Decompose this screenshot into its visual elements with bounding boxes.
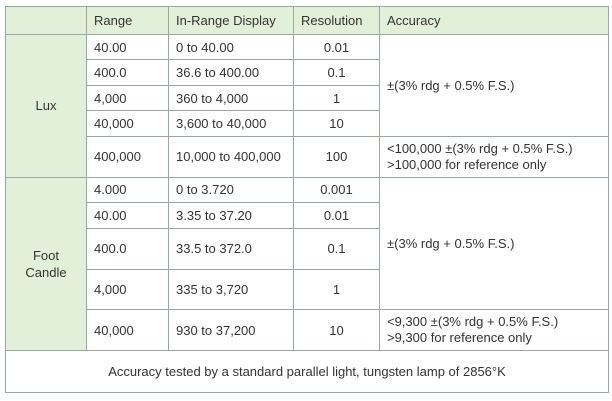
display-cell: 0 to 40.00 [169, 35, 294, 60]
header-corner [6, 7, 87, 35]
resolution-cell: 0.01 [294, 35, 380, 60]
resolution-cell: 1 [294, 269, 380, 310]
display-cell: 36.6 to 400.00 [169, 60, 294, 85]
range-cell: 400.0 [87, 228, 169, 269]
range-cell: 40.00 [87, 203, 169, 228]
resolution-cell: 100 [294, 136, 380, 177]
header-row [6, 7, 609, 35]
accuracy-line: <100,000 ±(3% rdg + 0.5% F.S.) [387, 140, 573, 156]
display-cell: 0 to 3.720 [169, 177, 294, 202]
accuracy-line: <9,300 ±(3% rdg + 0.5% F.S.) [387, 314, 559, 330]
display-cell: 3,600 to 40,000 [169, 111, 294, 136]
resolution-cell: 0.1 [294, 228, 380, 269]
header-accuracy: Accuracy [380, 7, 609, 35]
accuracy-cell: ±(3% rdg + 0.5% F.S.) [380, 35, 609, 137]
display-cell: 33.5 to 372.0 [169, 228, 294, 269]
header-in-range-display: In-Range Display [169, 7, 294, 35]
accuracy-cell-extended [380, 310, 609, 351]
group-label-foot-candle [6, 177, 87, 350]
footnote: Accuracy tested by a standard parallel light, tungsten lamp of 2856°K [6, 351, 609, 393]
resolution-cell: 0.001 [294, 177, 380, 202]
accuracy-cell: ±(3% rdg + 0.5% F.S.) [380, 177, 609, 310]
resolution-cell: 10 [294, 111, 380, 136]
group-label-lux: Lux [6, 35, 87, 178]
display-cell: 3.35 to 37.20 [169, 203, 294, 228]
range-cell: 4,000 [87, 85, 169, 110]
table-row [6, 136, 609, 177]
specification-table [5, 6, 609, 393]
display-cell: 335 to 3,720 [169, 269, 294, 310]
group-label-line: Candle [25, 264, 67, 280]
accuracy-line: >9,300 for reference only [387, 330, 532, 346]
table-row [6, 35, 609, 60]
group-label-line: Foot [32, 247, 59, 263]
range-cell: 4,000 [87, 269, 169, 310]
header-range: Range [87, 7, 169, 35]
range-cell: 40.00 [87, 35, 169, 60]
range-cell: 4.000 [87, 177, 169, 202]
range-cell: 400,000 [87, 136, 169, 177]
accuracy-line: >100,000 for reference only [387, 156, 547, 172]
header-resolution: Resolution [294, 7, 380, 35]
range-cell: 40,000 [87, 111, 169, 136]
resolution-cell: 10 [294, 310, 380, 351]
range-cell: 40,000 [87, 310, 169, 351]
range-cell: 400.0 [87, 60, 169, 85]
resolution-cell: 1 [294, 85, 380, 110]
table-row [6, 310, 609, 351]
resolution-cell: 0.01 [294, 203, 380, 228]
resolution-cell: 0.1 [294, 60, 380, 85]
display-cell: 360 to 4,000 [169, 85, 294, 110]
display-cell: 10,000 to 400,000 [169, 136, 294, 177]
display-cell: 930 to 37,200 [169, 310, 294, 351]
table-row [6, 177, 609, 202]
accuracy-cell-extended [380, 136, 609, 177]
footnote-row [6, 351, 609, 393]
